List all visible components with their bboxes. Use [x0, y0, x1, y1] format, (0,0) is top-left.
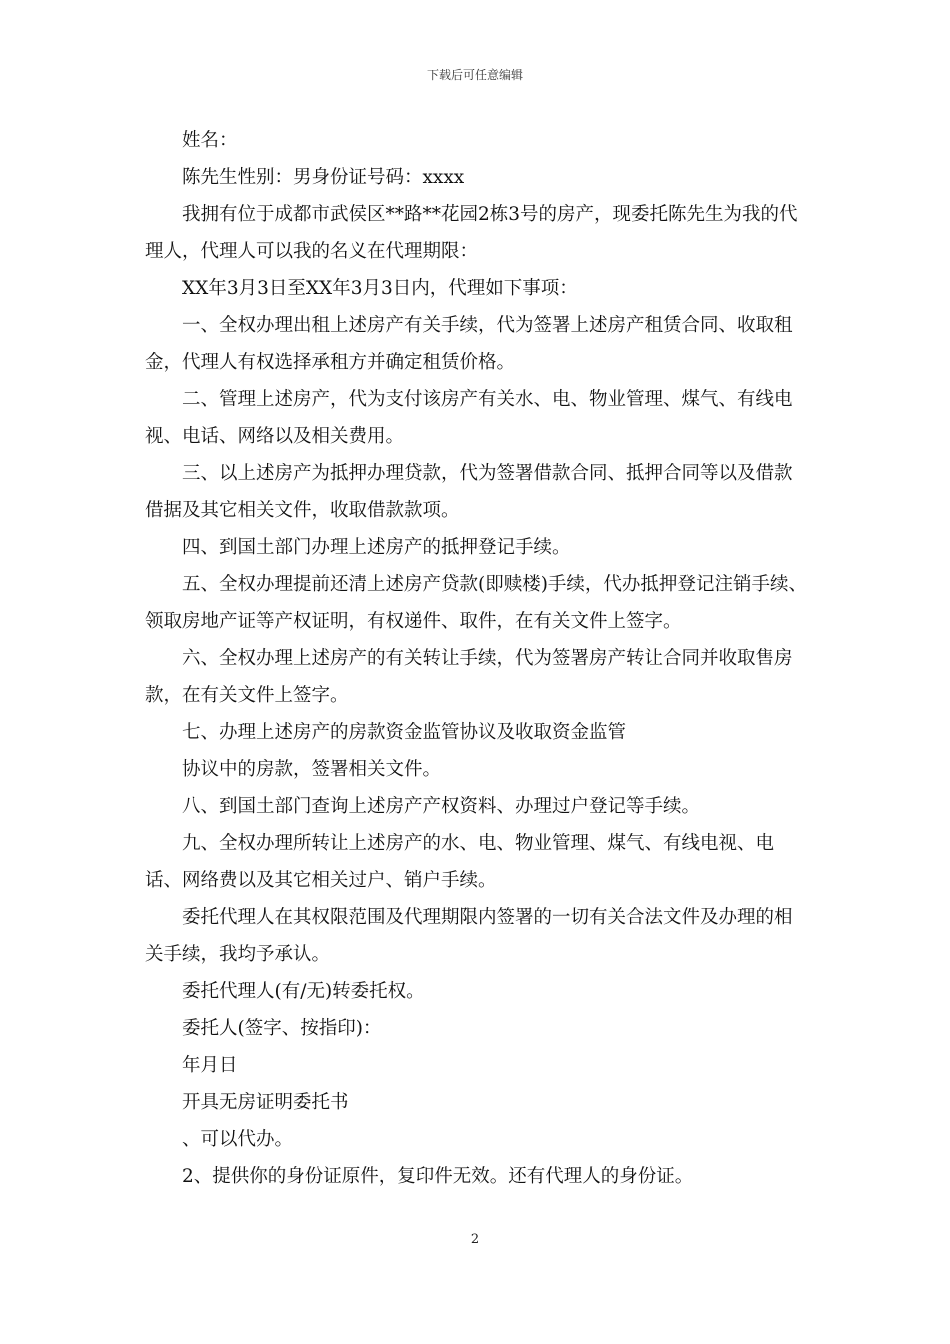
paragraph: 六、全权办理上述房产的有关转让手续，代为签署房产转让合同并收取售房款，在有关文件上签字。 — [145, 648, 793, 706]
paragraph: 三、以上述房产为抵押办理贷款，代为签署借款合同、抵押合同等以及借款借据及其它相关文件，收取借款款项。 — [145, 463, 793, 521]
paragraph: XX年3月3日至XX年3月3日内，代理如下事项： — [182, 278, 578, 299]
paragraph: 一、全权办理出租上述房产有关手续，代为签署上述房产租赁合同、收取租金，代理人有权选择承租方并确定租赁价格。 — [145, 315, 793, 373]
paragraph: 二、管理上述房产，代为支付该房产有关水、电、物业管理、煤气、有线电视、电话、网络以及相关费用。 — [145, 389, 793, 447]
document-body — [145, 122, 810, 1195]
paragraph: 四、到国土部门办理上述房产的抵押登记手续。 — [182, 537, 571, 558]
paragraph: 陈先生性别：男身份证号码：xxxx — [182, 167, 465, 188]
paragraph: 五、全权办理提前还清上述房产贷款(即赎楼)手续，代办抵押登记注销手续、领取房地产证等产权证明，有权递件、取件，在有关文件上签字。 — [145, 574, 807, 632]
paragraph: 我拥有位于成都市武侯区**路**花园2栋3号的房产，现委托陈先生为我的代理人，代理人可以我的名义在代理期限： — [145, 204, 798, 262]
paragraph: 姓名： — [182, 130, 238, 151]
paragraph: 协议中的房款，签署相关文件。 — [182, 759, 442, 780]
paragraph: 委托代理人(有/无)转委托权。 — [182, 981, 425, 1002]
page-number: 2 — [470, 1232, 480, 1247]
paragraph: 七、办理上述房产的房款资金监管协议及收取资金监管 — [182, 722, 627, 743]
paragraph: 委托人(签字、按指印)： — [182, 1018, 382, 1039]
page-header: 下载后可任意编辑 — [426, 68, 523, 82]
paragraph: 2、提供你的身份证原件，复印件无效。还有代理人的身份证。 — [182, 1166, 694, 1187]
paragraph: 九、全权办理所转让上述房产的水、电、物业管理、煤气、有线电视、电话、网络费以及其它相关过户、销户手续。 — [145, 833, 775, 891]
paragraph: 年月日 — [182, 1055, 238, 1076]
paragraph: 、可以代办。 — [182, 1129, 294, 1150]
paragraph: 委托代理人在其权限范围及代理期限内签署的一切有关合法文件及办理的相关手续，我均予承认。 — [145, 907, 793, 965]
paragraph: 八、到国土部门查询上述房产产权资料、办理过户登记等手续。 — [182, 796, 701, 817]
paragraph: 开具无房证明委托书 — [182, 1092, 349, 1113]
